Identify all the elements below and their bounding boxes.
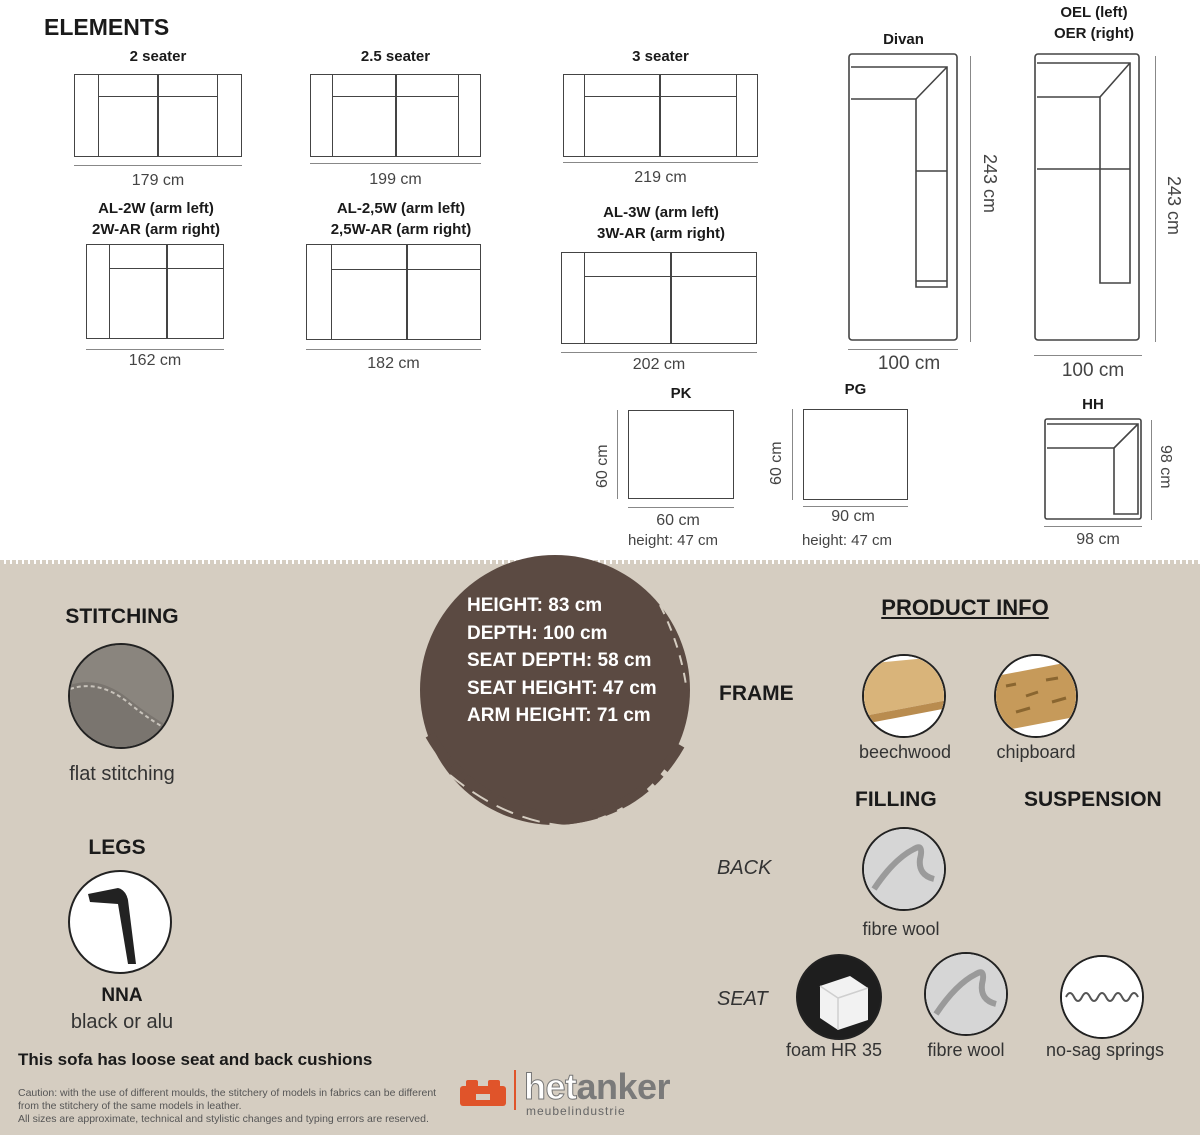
- element-title: PG: [844, 381, 867, 398]
- wood-swatch-icon: [864, 656, 946, 738]
- caution-line: All sizes are approximate, technical and stylistic changes and typing errors are reserved.: [18, 1113, 429, 1125]
- element-title: 2.5 seater: [360, 48, 431, 65]
- spec-seat-depth: SEAT DEPTH: 58 cm: [467, 650, 652, 671]
- dimension-line: [617, 410, 618, 499]
- arm-right: [736, 74, 758, 157]
- seat-divider: [157, 74, 159, 157]
- height-label: height: 47 cm: [627, 532, 719, 549]
- element-title-line: 3W-AR (arm right): [596, 225, 726, 242]
- element-title-line: OER (right): [1054, 25, 1134, 42]
- legs-heading: LEGS: [88, 836, 146, 859]
- fibre-swatch-icon: [864, 829, 946, 911]
- seat-divider: [659, 74, 661, 157]
- legs-code: NNA: [101, 985, 143, 1006]
- logo-divider: [514, 1070, 516, 1110]
- fibre-swatch-icon: [926, 954, 1008, 1036]
- pouf-outline: [628, 410, 734, 499]
- logo-het: het: [524, 1066, 577, 1107]
- element-title: 3 seater: [632, 48, 689, 65]
- dimension-line: [1034, 355, 1142, 356]
- dimension-label: 98 cm: [1157, 445, 1174, 489]
- divan-outline: [848, 53, 960, 343]
- foam-swatch-icon: [798, 956, 882, 1040]
- logo-wordmark: [524, 1066, 670, 1108]
- element-title-line: OEL (left): [1060, 4, 1128, 21]
- seat-label: SEAT: [717, 988, 768, 1010]
- dimension-label: 100 cm: [877, 353, 941, 374]
- fibre-wool-back-icon: [862, 827, 946, 911]
- arm-left: [563, 74, 585, 157]
- fibre-wool-back-label: fibre wool: [862, 919, 940, 939]
- dimension-line: [1155, 56, 1156, 342]
- height-label: height: 47 cm: [801, 532, 893, 549]
- element-title-line: 2W-AR (arm right): [91, 221, 221, 238]
- logo-anker: anker: [576, 1066, 671, 1107]
- dimension-line: [563, 162, 758, 163]
- dimension-line: [561, 352, 757, 353]
- dimension-label: 179 cm: [131, 172, 185, 189]
- element-title: [561, 202, 761, 244]
- sofa-logo-icon: [460, 1078, 506, 1108]
- dimension-line: [310, 163, 481, 164]
- spec-height: HEIGHT: 83 cm: [467, 595, 603, 616]
- dimension-label: 162 cm: [128, 352, 182, 369]
- arm-right: [458, 74, 481, 157]
- dimension-label: 100 cm: [1061, 360, 1125, 381]
- element-title: Divan: [883, 31, 924, 48]
- spring-swatch-icon: [1062, 957, 1144, 1039]
- frame-label: FRAME: [719, 682, 794, 705]
- dimension-line: [1044, 526, 1142, 527]
- chipboard-label: chipboard: [996, 742, 1076, 762]
- arm-left: [561, 252, 585, 344]
- dimension-line: [1151, 420, 1152, 520]
- seat-divider: [166, 244, 168, 339]
- dimension-line: [86, 349, 224, 350]
- beechwood-icon: [862, 654, 946, 738]
- dimension-line: [628, 507, 734, 508]
- oel-outline: [1034, 53, 1142, 343]
- product-info-heading: PRODUCT INFO: [881, 595, 1049, 620]
- foam-label: foam HR 35: [785, 1040, 883, 1060]
- dimension-line: [848, 349, 958, 350]
- logo-subtitle: meubelindustrie: [526, 1104, 626, 1118]
- fibre-wool-seat-icon: [924, 952, 1008, 1036]
- dimension-label: 60 cm: [656, 512, 700, 529]
- elements-heading: ELEMENTS: [44, 14, 170, 40]
- stitching-label: flat stitching: [69, 763, 175, 785]
- spec-arm-height: ARM HEIGHT: 71 cm: [467, 705, 651, 726]
- dimension-line: [970, 56, 971, 342]
- fibre-wool-seat-label: fibre wool: [927, 1040, 1005, 1060]
- dimension-label: 98 cm: [1076, 531, 1120, 548]
- stitching-heading: STITCHING: [65, 605, 179, 628]
- arm-left: [310, 74, 333, 157]
- springs-icon: [1060, 955, 1144, 1039]
- dimension-label: 199 cm: [369, 171, 422, 188]
- dimension-line: [306, 349, 481, 350]
- seat-divider: [406, 244, 408, 340]
- chipboard-swatch-icon: [996, 656, 1078, 738]
- logo: [460, 1066, 720, 1120]
- spec-seat-height: SEAT HEIGHT: 47 cm: [467, 677, 657, 699]
- back-label: BACK: [717, 857, 772, 879]
- dimension-label: 60 cm: [594, 444, 611, 488]
- arm-left: [306, 244, 332, 340]
- dimension-label: 90 cm: [831, 508, 875, 525]
- filling-label: FILLING: [855, 788, 937, 811]
- specs-list: [467, 592, 657, 730]
- suspension-label: SUSPENSION: [1024, 788, 1162, 811]
- caution-text: [18, 1087, 436, 1126]
- element-title: [64, 198, 248, 240]
- element-title-line: 2,5W-AR (arm right): [330, 221, 472, 238]
- dimension-label: 60 cm: [768, 441, 785, 485]
- dimension-label: 182 cm: [367, 355, 420, 372]
- element-title-line: AL-2W (arm left): [98, 200, 214, 217]
- element-title-line: AL-3W (arm left): [603, 204, 719, 221]
- element-title-line: AL-2,5W (arm left): [336, 200, 466, 217]
- arm-left: [86, 244, 110, 339]
- stitching-swatch-icon: [68, 643, 174, 749]
- seat-divider: [395, 74, 397, 157]
- pouf-outline: [803, 409, 908, 500]
- beechwood-label: beechwood: [858, 742, 952, 762]
- spec-depth: DEPTH: 100 cm: [467, 622, 608, 644]
- dimension-label: 219 cm: [634, 169, 687, 186]
- element-title: HH: [1082, 396, 1104, 413]
- dimension-label: 243 cm: [980, 154, 1000, 214]
- element-title: [1034, 2, 1154, 44]
- stitch-icon: [70, 645, 174, 749]
- element-title: PK: [670, 385, 692, 402]
- cushion-note: This sofa has loose seat and back cushions: [18, 1050, 373, 1069]
- leg-shape-icon: [70, 872, 172, 974]
- springs-label: no-sag springs: [1045, 1040, 1165, 1060]
- dimension-label: 243 cm: [1164, 176, 1184, 236]
- dimension-line: [74, 165, 242, 166]
- foam-icon: [796, 954, 882, 1040]
- dimension-line: [803, 506, 908, 507]
- seat-divider: [670, 252, 672, 344]
- legs-label: black or alu: [70, 1011, 174, 1033]
- leg-icon: [68, 870, 172, 974]
- element-title: [300, 198, 502, 240]
- arm-right: [217, 74, 242, 157]
- chipboard-icon: [994, 654, 1078, 738]
- caution-line: from the stitchery of the same models in leather.: [18, 1100, 242, 1112]
- hh-outline: [1044, 418, 1144, 522]
- dimension-line: [792, 409, 793, 500]
- element-title: 2 seater: [129, 48, 187, 65]
- arm-left: [74, 74, 99, 157]
- dimension-label: 202 cm: [632, 356, 686, 373]
- caution-line: Caution: with the use of different moulds, the stitchery of models in fabrics can be different: [18, 1087, 437, 1099]
